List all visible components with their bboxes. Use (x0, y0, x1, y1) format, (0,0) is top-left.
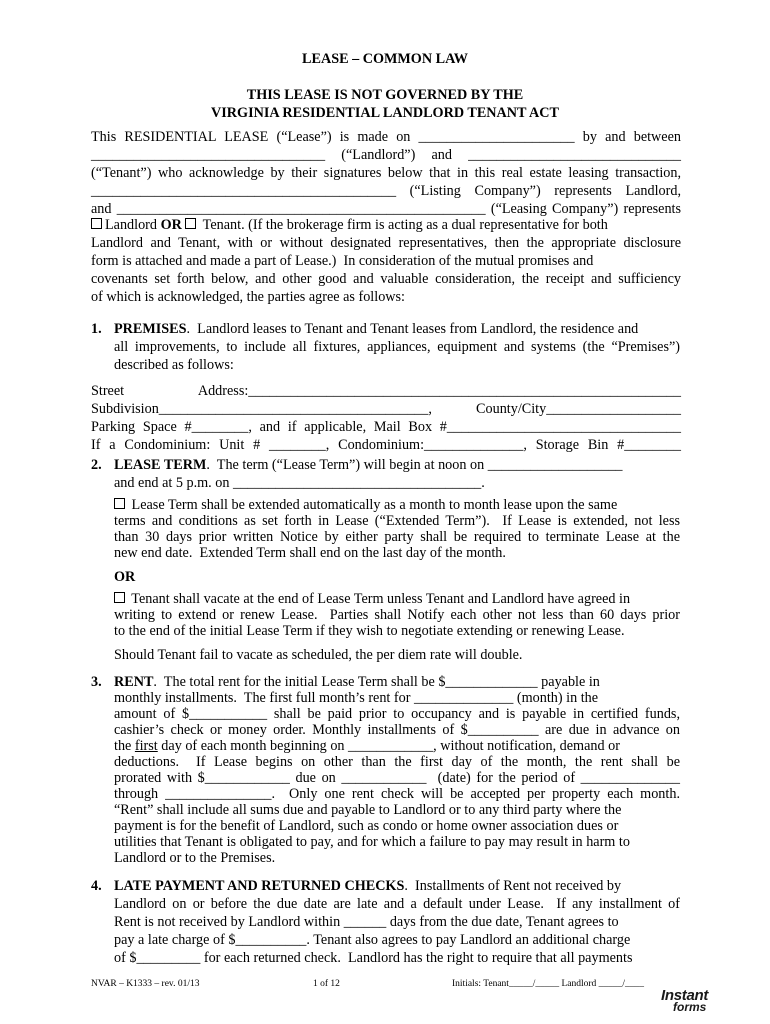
extended-term-line: than 30 days prior written Notice by either party shall be required to terminate Lease at the (114, 529, 680, 545)
holdover-line: Should Tenant fail to vacate as scheduled, the per diem rate will double. (114, 647, 523, 663)
document-title: LEASE – COMMON LAW (302, 51, 468, 67)
vacate-text: Tenant shall vacate at the end of Lease Term unless Tenant and Landlord have agreed in (128, 591, 631, 607)
instant-forms-logo (661, 987, 733, 1017)
rent-line: cashier’s check or money order. Monthly installments of $__________ are due in advance on (114, 722, 680, 738)
late-payment-text: . Installments of Rent not received by (404, 878, 622, 894)
extended-term-line: terms and conditions as set forth in Lease (“Extended Term”). If Lease is extended, not less (114, 513, 680, 529)
rent-line: “Rent” shall include all sums due and payable to Landlord or to any third party where the (114, 802, 622, 818)
vacate-line: to the end of the initial Lease Term if they wish to negotiate extending or renewing Lease. (114, 623, 625, 639)
premises-line: all improvements, to include all fixtures, appliances, equipment and systems (the “Premises”) (114, 339, 680, 355)
subtitle-line-1: THIS LEASE IS NOT GOVERNED BY THE (246, 87, 524, 103)
lease-term-end-line: and end at 5 p.m. on ___________________________________. (114, 475, 485, 491)
rent-text: . The total rent for the initial Lease Term shall be $_____________ payable in (153, 674, 600, 690)
intro-line: form is attached and made a part of Lease.) In consideration of the mutual promises and (91, 253, 594, 269)
rent-line: prorated with $____________ due on ____________ (date) for the period of ______________ (114, 770, 680, 786)
premises-text: . Landlord leases to Tenant and Tenant leases from Landlord, the residence and (186, 321, 639, 337)
or-label: OR (114, 569, 136, 585)
intro-line: Landlord and Tenant, with or without designated representatives, then the appropriate disclosure (91, 235, 681, 251)
intro-line: _________________________________ (“Landlord”) and ______________________________ (91, 147, 681, 163)
condominium-field[interactable]: If a Condominium: Unit # ________, Condominium:______________, Storage Bin #________ (91, 437, 681, 453)
section-number: 1. (91, 321, 102, 337)
vacate-line: writing to extend or renew Lease. Parties shall Notify each other not less than 60 days prior (114, 607, 680, 623)
intro-line: (“Tenant”) who acknowledge by their signatures below that in this real estate leasing transaction, (91, 165, 681, 181)
rent-heading: RENT (114, 674, 154, 690)
street-address-field[interactable]: Street Address:_____________________________________________________________ (91, 383, 681, 399)
premises-heading: PREMISES (114, 321, 187, 337)
rent-line: amount of $___________ shall be paid prior to occupancy and is payable in certified funds, (114, 706, 680, 722)
subdivision-field[interactable]: Subdivision______________________________________, County/City___________________ (91, 401, 681, 417)
section-number: 3. (91, 674, 102, 690)
late-payment-line: pay a late charge of $__________. Tenant also agrees to pay Landlord an additional charge (114, 932, 631, 948)
rent-line: Landlord or to the Premises. (114, 850, 276, 866)
first-underlined: first (134, 738, 158, 754)
intro-line: of which is acknowledged, the parties agree as follows: (91, 289, 405, 305)
logo-text-line-1: Instant (661, 987, 709, 1004)
late-payment-line: Landlord on or before the due date are late and a default under Lease. If any installment of (114, 896, 680, 912)
late-payment-heading: LATE PAYMENT AND RETURNED CHECKS (114, 878, 405, 894)
rent-line: utilities that Tenant is obligated to pay, and for which a failure to pay may result in harm to (114, 834, 630, 850)
tenant-checkbox[interactable] (185, 218, 196, 229)
tenant-option-label: Tenant. (If the brokerage firm is acting as a dual representative for both (199, 217, 608, 233)
intro-line: This RESIDENTIAL LEASE (“Lease”) is made on ______________________ by and between (91, 129, 681, 145)
late-payment-line: of $_________ for each returned check. Landlord has the right to require that all payments (114, 950, 633, 966)
landlord-option-label: Landlord (105, 217, 158, 233)
intro-line: covenants set forth below, and other good and valuable consideration, the receipt and sufficiency (91, 271, 681, 287)
logo-text-line-2: forms (673, 1000, 707, 1014)
lease-term-heading: LEASE TERM (114, 457, 207, 473)
section-number: 4. (91, 878, 102, 894)
rent-line: deductions. If Lease begins on other than the first day of the month, the rent shall be (114, 754, 680, 770)
initials-line[interactable]: Initials: Tenant_____/_____ Landlord _____/____ (452, 979, 645, 989)
or-label: OR (160, 217, 182, 233)
vacate-checkbox[interactable] (114, 592, 125, 603)
rent-line: monthly installments. The first full month’s rent for ______________ (month) in the (114, 690, 599, 706)
extended-term-line: new end date. Extended Term shall end on the last day of the month. (114, 545, 506, 561)
rent-text: day of each month beginning on ____________, without notification, demand or (161, 738, 620, 754)
lease-term-line (114, 456, 680, 474)
parking-field[interactable]: Parking Space #________, and if applicable, Mail Box #_________________________________ (91, 419, 681, 435)
intro-representation-line (91, 216, 681, 234)
lease-term-text: . The term (“Lease Term”) will begin at noon on ___________________ (206, 457, 623, 473)
extended-term-checkbox[interactable] (114, 498, 125, 509)
rent-line: payment is for the benefit of Landlord, such as condo or home owner association dues or (114, 818, 619, 834)
premises-line (114, 320, 680, 338)
rent-line: through _______________. Only one rent check will be accepted per property each month. (114, 786, 680, 802)
premises-line: described as follows: (114, 357, 234, 373)
intro-line: ___________________________________________ (“Listing Company”) represents Landlord, (91, 183, 681, 199)
extended-term-text: Lease Term shall be extended automatically as a month to month lease upon the same (128, 497, 618, 513)
page-number: 1 of 12 (313, 979, 340, 989)
late-payment-line: Rent is not received by Landlord within ______ days from the due date, Tenant agrees to (114, 914, 619, 930)
form-id: NVAR – K1333 – rev. 01/13 (91, 979, 200, 989)
subtitle-line-2: VIRGINIA RESIDENTIAL LANDLORD TENANT ACT (211, 105, 559, 121)
section-number: 2. (91, 457, 102, 473)
intro-line: and ____________________________________________________ (“Leasing Company”) represents (91, 201, 681, 217)
rent-the: the (114, 738, 135, 754)
late-payment-line (114, 877, 680, 895)
landlord-checkbox[interactable] (91, 218, 102, 229)
